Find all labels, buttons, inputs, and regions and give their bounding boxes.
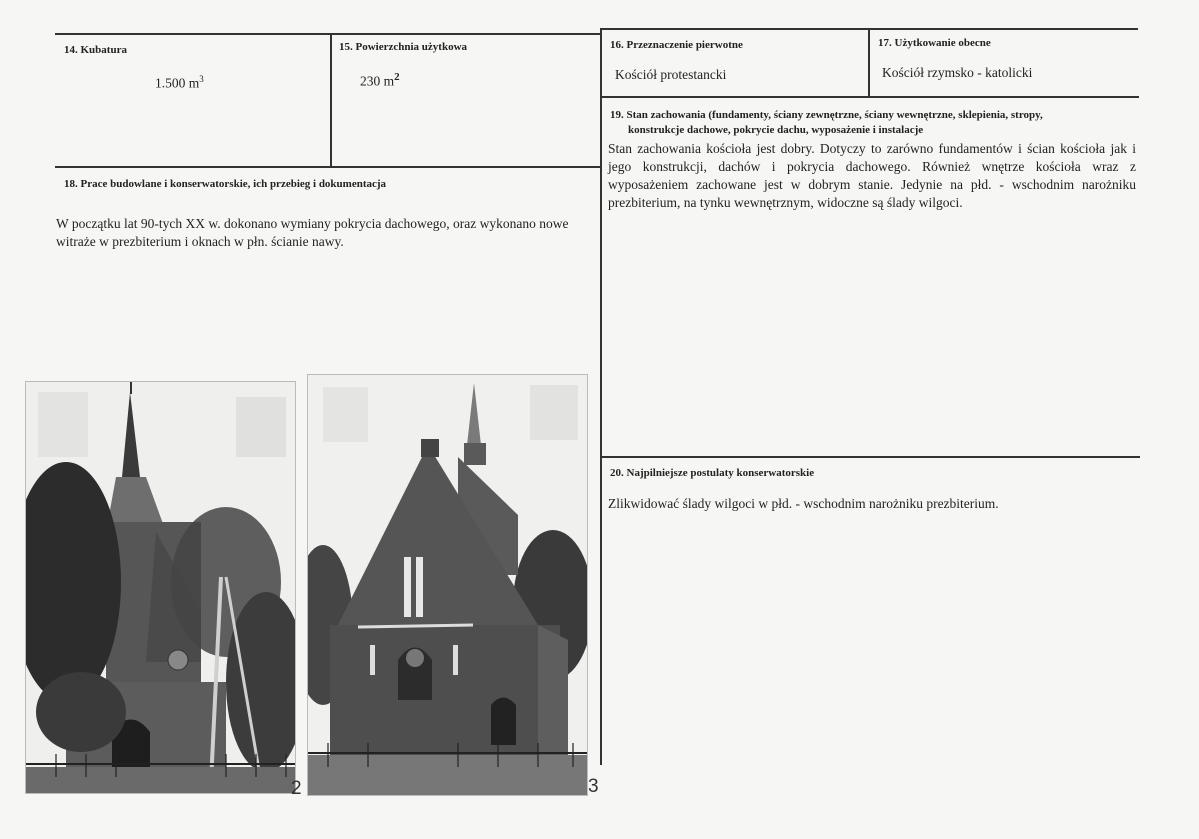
przeznaczenie-value: Kościół protestancki [615,67,727,82]
powierzchnia-label: 15. Powierzchnia użytkowa [339,41,468,53]
divider-14-15 [330,34,332,167]
rule-under-16-17 [601,96,1139,98]
kubatura-number: 1.500 m [155,75,200,91]
rule-under-14-15 [55,166,600,168]
uzytkowanie-value: Kościół rzymsko - katolicki [882,65,1033,80]
rule-under-19 [601,456,1140,458]
church-tower-illustration [26,382,295,793]
stan-label-line1: 19. Stan zachowania (fundamenty, ściany zewnętrzne, ściany wewnętrzne, sklepienia, stropy, [610,109,1043,121]
divider-main [600,30,602,765]
prace-label: 18. Prace budowlane i konserwatorskie, ich przebieg i dokumentacja [64,178,387,190]
stan-text: Stan zachowania kościoła jest dobry. Dotyczy to zarówno fundamentów i ścian kościoła jak i jego konstrukcji, dachów i pokrycia dachowego. Również wnętrze kościoła wraz z wyposażeniem zachowane jest w dobrym stanie. Jedynie na płd. - wschodnim narożniku prezbiterium, na tynku wewnętrznym, widoczne są ślady wilgoci. [608,141,1136,210]
postulaty-text: Zlikwidować ślady wilgoci w płd. - wschodnim narożniku prezbiterium. [608,496,999,511]
photo-number-2: 2 [291,778,302,799]
church-gable-illustration [308,375,587,795]
powierzchnia-value [360,68,400,91]
church-photo-gable [307,374,588,796]
uzytkowanie-label: 17. Użytkowanie obecne [878,37,991,49]
stan-label-line2: konstrukcje dachowe, pokrycie dachu, wyposażenie i instalacje [628,124,924,136]
kubatura-label: 14. Kubatura [64,44,127,56]
kubatura-value [155,70,204,93]
top-rule [55,33,600,35]
divider-16-17 [868,29,870,97]
kubatura-unit-sup: 3 [199,74,204,84]
powierzchnia-unit-sup: 2 [394,71,400,83]
prace-text: W początku lat 90-tych XX w. dokonano wymiany pokrycia dachowego, oraz wykonano nowe witraże w prezbiterium i oknach w płn. ścianie nawy. [56,216,569,249]
church-photo-tower [25,381,296,794]
postulaty-label: 20. Najpilniejsze postulaty konserwatorskie [610,467,815,479]
powierzchnia-number: 230 m [360,73,395,89]
przeznaczenie-label: 16. Przeznaczenie pierwotne [610,39,743,51]
photo-number-3: 3 [588,776,599,797]
